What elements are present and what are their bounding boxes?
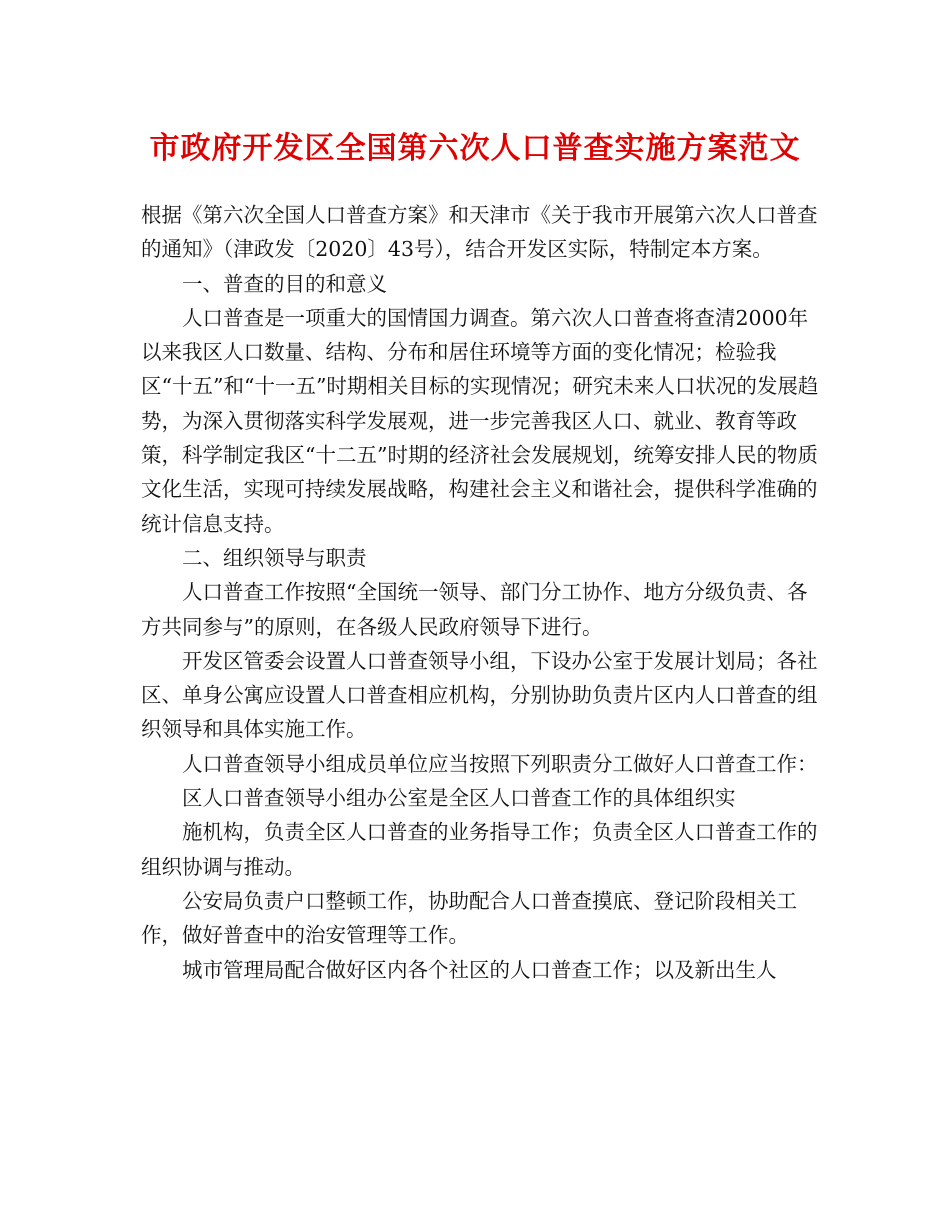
- paragraph-office-duties: 施机构，负责全区人口普查的业务指导工作；负责全区人口普查工作的组织协调与推动。: [141, 820, 818, 879]
- section-heading-purpose: 一、普查的目的和意义: [182, 271, 387, 296]
- paragraph-purpose: 人口普查是一项重大的国情国力调查。第六次人口普查将查清2000年以来我区人口数量、结构、分布和居住环境等方面的变化情况；检验我区“十五”和“十一五”时期相关目标的实现情况；研究未来人口状况的发展趋势，为深入贯彻落实科学发展观，进一步完善我区人口、就业、教育等政策，科学制定我区“十二五”时期的经济社会发展规划，统筹安排人民的物质文化生活，实现可持续发展战略，构建社会主义和谐社会，提供科学准确的统计信息支持。: [141, 305, 819, 536]
- document-body: [141, 198, 821, 987]
- section-heading-organization: 二、组织领导与职责: [182, 545, 367, 570]
- paragraph-office-line: 区人口普查领导小组办公室是全区人口普查工作的具体组织实: [182, 786, 736, 811]
- paragraph-public-security: 公安局负责户口整顿工作，协助配合人口普查摸底、登记阶段相关工作，做好普查中的治安管理等工作。: [141, 888, 797, 948]
- paragraph-leading-group: 开发区管委会设置人口普查领导小组，下设办公室于发展计划局；各社区、单身公寓应设置人口普查相应机构，分别协助负责片区内人口普查的组织领导和具体实施工作。: [141, 648, 818, 742]
- paragraph-principle: 人口普查工作按照“全国统一领导、部门分工协作、地方分级负责、各方共同参与”的原则，在各级人民政府领导下进行。: [141, 580, 808, 639]
- paragraph-member-units: 人口普查领导小组成员单位应当按照下列职责分工做好人口普查工作：: [182, 751, 818, 776]
- paragraph-intro: 根据《第六次全国人口普查方案》和天津市《关于我市开展第六次人口普查的通知》（津政发〔2020〕43号），结合开发区实际，特制定本方案。: [141, 203, 818, 262]
- document-title: 市政府开发区全国第六次人口普查实施方案范文: [149, 131, 801, 166]
- paragraph-city-management: 城市管理局配合做好区内各个社区的人口普查工作；以及新出生人: [182, 957, 777, 982]
